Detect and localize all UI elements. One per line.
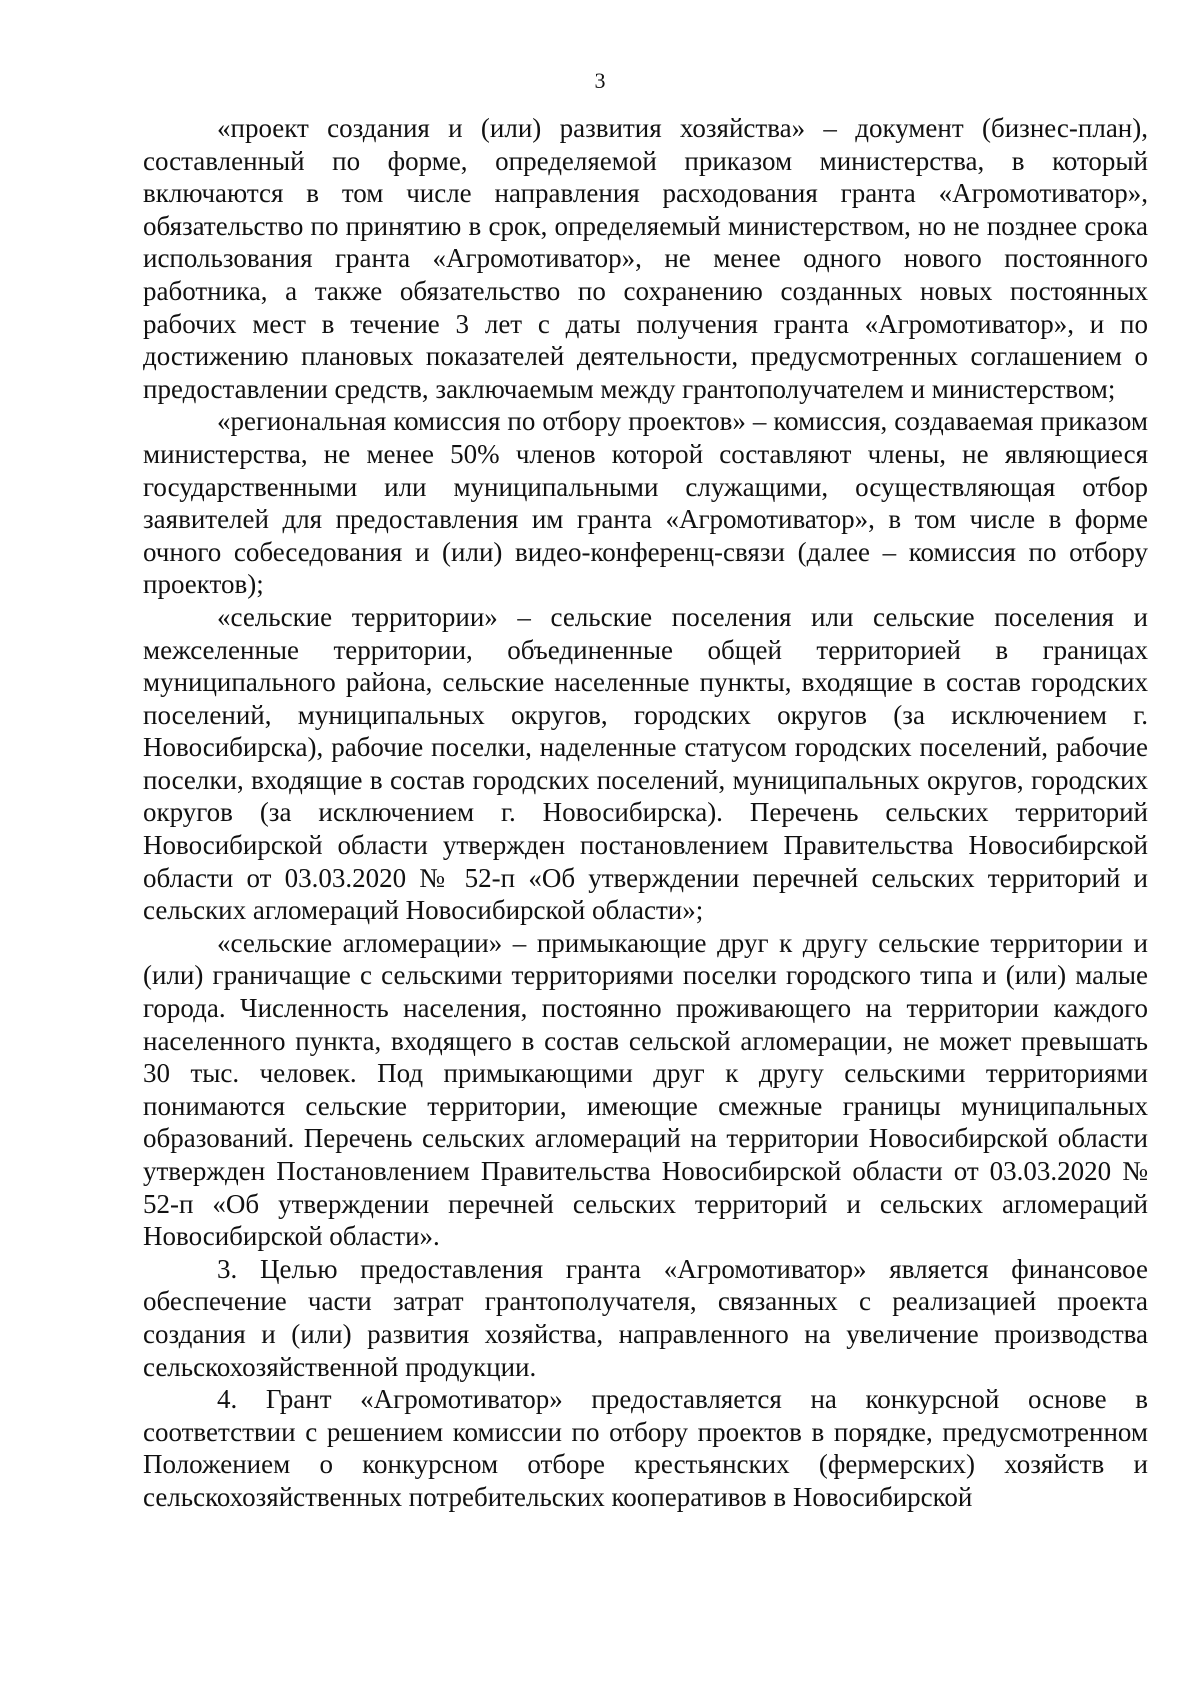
paragraph-rural-agglomerations-definition: «сельские агломерации» – примыкающие друг к другу сельские территории и (или) граничащие с сельскими территориями поселки городского типа и (или) малые города. Численность населения, постоянно проживающего на территории каждого населенного пункта, входящего в состав сельской агломерации, не может превышать 30 тыс. человек. Под примыкающими друг к другу сельскими территориями понимаются сельские территории, имеющие смежные границы муниципальных образований. Перечень сельских агломераций на территории Новосибирской области утвержден Постановлением Правительства Новосибирской области от 03.03.2020 № 52-п «Об утверждении перечней сельских территорий и сельских агломераций Новосибирской области». (143, 927, 1148, 1252)
paragraph-grant-basis: 4. Грант «Агромотиватор» предоставляется на конкурсной основе в соответствии с решением комиссии по отбору проектов в порядке, предусмотренном Положением о конкурсном отборе крестьянских (фермерских) хозяйств и сельскохозяйственных потребительских кооперативов в Новосибирской (143, 1384, 1148, 1512)
paragraph-commission-definition: «региональная комиссия по отбору проектов» – комиссия, создаваемая приказом министерства, не менее 50% членов которой составляют члены, не являющиеся государственными или муниципальными служащими, осуществляющая отбор заявителей для предоставления им гранта «Агромотиватор», в том числе в форме очного собеседования и (или) видео-конференц-связи (далее – комиссия по отбору проектов); (143, 406, 1148, 600)
paragraph-project-definition: «проект создания и (или) развития хозяйства» – документ (бизнес-план), составленный по форме, определяемой приказом министерства, в который включаются в том числе направления расходования гранта «Агромотиватор», обязательство по принятию в срок, определяемый министерством, но не позднее срока использования гранта «Агромотиватор», не менее одного нового постоянного работника, а также обязательство по сохранению созданных новых постоянных рабочих мест в течение 3 лет с даты получения гранта «Агромотиватор», и по достижению плановых показателей деятельности, предусмотренных соглашением о предоставлении средств, заключаемым между грантополучателем и министерством; (143, 113, 1148, 404)
paragraph-grant-purpose: 3. Целью предоставления гранта «Агромотиватор» является финансовое обеспечение части затрат грантополучателя, связанных с реализацией проекта создания и (или) развития хозяйства, направленного на увеличение производства сельскохозяйственной продукции. (143, 1253, 1148, 1382)
page-number: 3 (594, 68, 606, 93)
paragraph-rural-territories-definition: «сельские территории» – сельские поселения или сельские поселения и межселенные территории, объединенные общей территорией в границах муниципального района, сельские населенные пункты, входящие в состав городских поселений, муниципальных округов, городских округов (за исключением г. Новосибирска), рабочие поселки, наделенные статусом городских поселений, рабочие поселки, входящие в состав городских поселений, муниципальных округов, городских округов (за исключением г. Новосибирска). Перечень сельских территорий Новосибирской области утвержден постановлением Правительства Новосибирской области от 03.03.2020 № 52-п «Об утверждении перечней сельских территорий и сельских агломераций Новосибирской области»; (143, 601, 1148, 926)
document-body (143, 112, 1148, 1514)
